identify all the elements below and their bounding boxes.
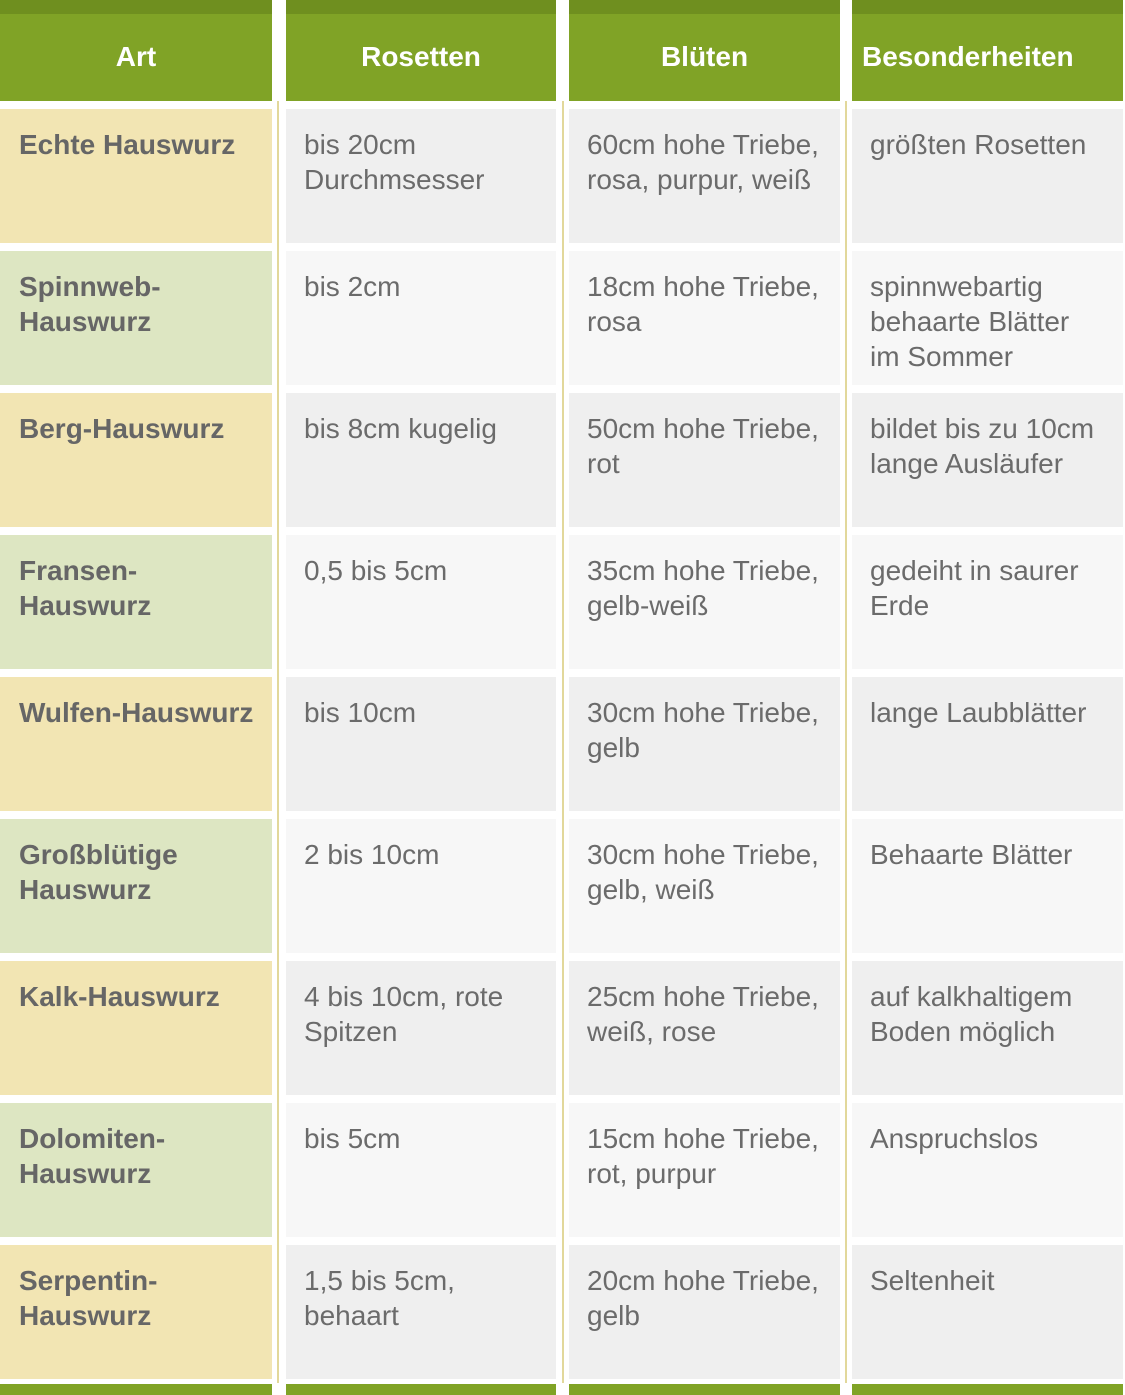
column-divider — [845, 101, 847, 1383]
cell-rosetten: 1,5 bis 5cm, behaart — [286, 1245, 556, 1379]
cell-art: Dolomiten-Hauswurz — [0, 1103, 272, 1237]
cell-besonderheiten: Anspruchslos — [852, 1103, 1123, 1237]
header-rosetten — [286, 0, 556, 101]
cell-rosetten: bis 2cm — [286, 251, 556, 385]
cell-besonderheiten: gedeiht in saurer Erde — [852, 535, 1123, 669]
cell-blueten: 20cm hohe Triebe, gelb — [569, 1245, 840, 1379]
header-besonderheiten — [852, 0, 1123, 101]
footer-bar — [852, 1384, 1123, 1395]
cell-blueten: 30cm hohe Triebe, gelb — [569, 677, 840, 811]
cell-blueten: 35cm hohe Triebe, gelb-weiß — [569, 535, 840, 669]
cell-blueten: 30cm hohe Triebe, gelb, weiß — [569, 819, 840, 953]
cell-besonderheiten: lange Laubblätter — [852, 677, 1123, 811]
footer-bar — [0, 1384, 272, 1395]
cell-besonderheiten: Behaarte Blätter — [852, 819, 1123, 953]
cell-rosetten: bis 5cm — [286, 1103, 556, 1237]
header-besonderheiten-label: Besonderheiten — [862, 40, 1074, 72]
footer-bar — [569, 1384, 840, 1395]
cell-blueten: 50cm hohe Triebe, rot — [569, 393, 840, 527]
header-rosetten-label: Rosetten — [361, 40, 481, 72]
cell-besonderheiten: spinnwebartig behaarte Blätter im Sommer — [852, 251, 1123, 385]
cell-art: Spinnweb-Hauswurz — [0, 251, 272, 385]
cell-rosetten: bis 10cm — [286, 677, 556, 811]
cell-art: Wulfen-Hauswurz — [0, 677, 272, 811]
cell-besonderheiten: größten Rosetten — [852, 109, 1123, 243]
column-divider — [277, 101, 279, 1383]
cell-besonderheiten: auf kalkhaltigem Boden möglich — [852, 961, 1123, 1095]
header-blueten — [569, 0, 840, 101]
cell-rosetten: 2 bis 10cm — [286, 819, 556, 953]
cell-rosetten: 4 bis 10cm, rote Spitzen — [286, 961, 556, 1095]
cell-art: Kalk-Hauswurz — [0, 961, 272, 1095]
footer-bar — [286, 1384, 556, 1395]
cell-rosetten: 0,5 bis 5cm — [286, 535, 556, 669]
cell-rosetten: bis 20cm Durchmsesser — [286, 109, 556, 243]
cell-rosetten: bis 8cm kugelig — [286, 393, 556, 527]
cell-blueten: 25cm hohe Triebe, weiß, rose — [569, 961, 840, 1095]
header-blueten-label: Blüten — [660, 40, 749, 72]
cell-art: Echte Hauswurz — [0, 109, 272, 243]
cell-blueten: 60cm hohe Triebe, rosa, purpur, weiß — [569, 109, 840, 243]
cell-art: Fransen-Hauswurz — [0, 535, 272, 669]
cell-besonderheiten: bildet bis zu 10cm lange Ausläufer — [852, 393, 1123, 527]
column-divider — [562, 101, 564, 1383]
cell-art: Großblütige Hauswurz — [0, 819, 272, 953]
cell-art: Serpentin-Hauswurz — [0, 1245, 272, 1379]
cell-besonderheiten: Seltenheit — [852, 1245, 1123, 1379]
cell-blueten: 18cm hohe Triebe, rosa — [569, 251, 840, 385]
cell-art: Berg-Hauswurz — [0, 393, 272, 527]
header-art — [0, 0, 272, 101]
cell-blueten: 15cm hohe Triebe, rot, purpur — [569, 1103, 840, 1237]
header-art-label: Art — [115, 40, 157, 72]
